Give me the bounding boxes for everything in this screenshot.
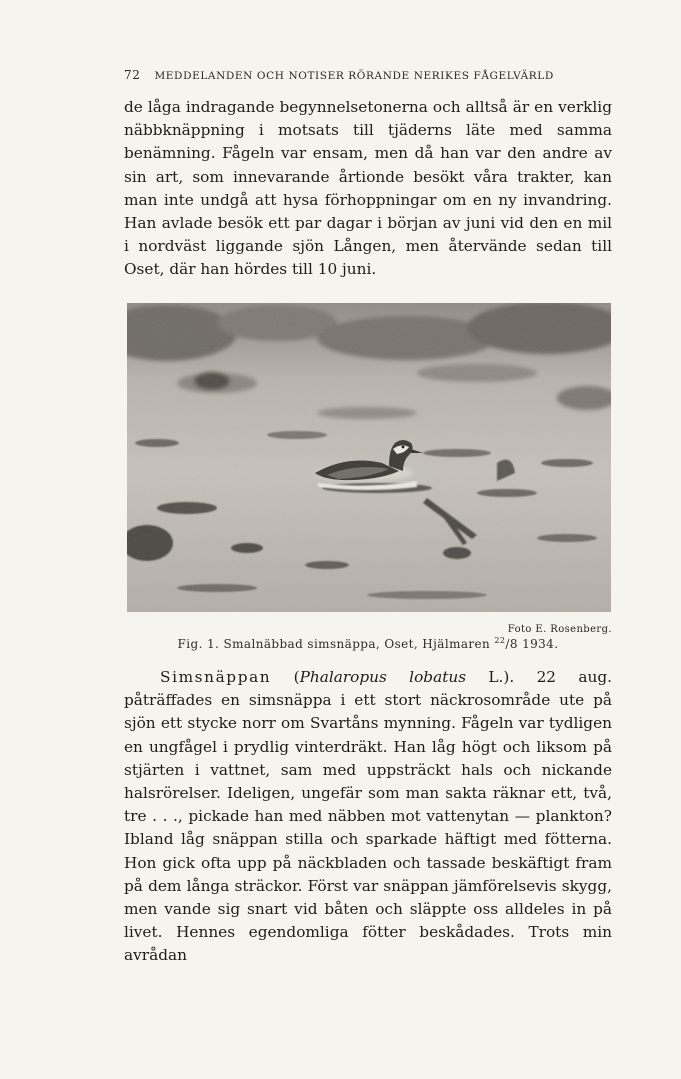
paragraph-bottom-body: 22 aug. påträffades en simsnäppa i ett stort näckrosområde ute på sjön ett stycke norr om Svartåns mynning. Fågeln var tydligen en ungfågel i prydlig vinterdräkt. Han låg högt och liksom på stjärten i vattnet, sam med uppsträckt hals och nickande halsrörelser. Ideligen, ungefär som man sakta räknar ett, två, tre . . ., pickade han med näbben mot vattenytan — plankton? Ibland låg snäppan stilla och sparkade häftigt med fötterna. Hon gick ofta upp på näckbladen och tassade beskäftigt fram på dem långa sträckor. Först var snäppan jämförelsevis skygg, men vande sig snart vid båten och släppte oss alldeles in på livet. Hennes egendomliga fötter beskådades. Trots min avrådan (124, 668, 612, 965)
running-title: MEDDELANDEN OCH NOTISER RÖRANDE NERIKES FÅGELVÄRLD (154, 70, 554, 82)
paragraph-top (124, 96, 612, 282)
photo-credit: Foto E. Rosenberg. (507, 624, 612, 635)
latin-name: Phalaropus lobatus (299, 668, 467, 686)
caption-text: Smalnäbbad simsnäppa, Oset, Hjälmaren (223, 637, 491, 651)
caption-date-sup: 22 (494, 636, 506, 645)
latin-author: L.). (466, 668, 515, 686)
phalarope-photo-illustration (127, 303, 611, 612)
film-grain (127, 303, 611, 612)
page-number: 72 (124, 68, 141, 82)
species-name: Simsnäppan (160, 668, 272, 686)
caption-date-rest: /8 1934. (505, 637, 559, 651)
figure-photo (127, 303, 611, 612)
paragraph-bottom-text (124, 666, 612, 968)
caption-prefix: Fig. 1. (177, 637, 220, 651)
figure-caption (124, 636, 612, 651)
paragraph-top-text: de låga indragande begynnelsetonerna och alltså är en verklig näbbknäppning i motsats till tjäderns läte med samma benämning. Fågeln var ensam, men då han var den andre av sin art, som innevarande årtionde besökt våra trakter, kan man inte undgå att hysa förhoppningar om en ny invandring. Han avlade besök ett par dagar i början av juni vid den en mil i nordväst liggande sjön Lången, men återvände sedan till Oset, där han hördes till 10 juni. (124, 98, 612, 279)
running-head (124, 68, 594, 82)
paragraph-bottom (124, 666, 612, 968)
latin-open-paren: ( (293, 668, 300, 686)
